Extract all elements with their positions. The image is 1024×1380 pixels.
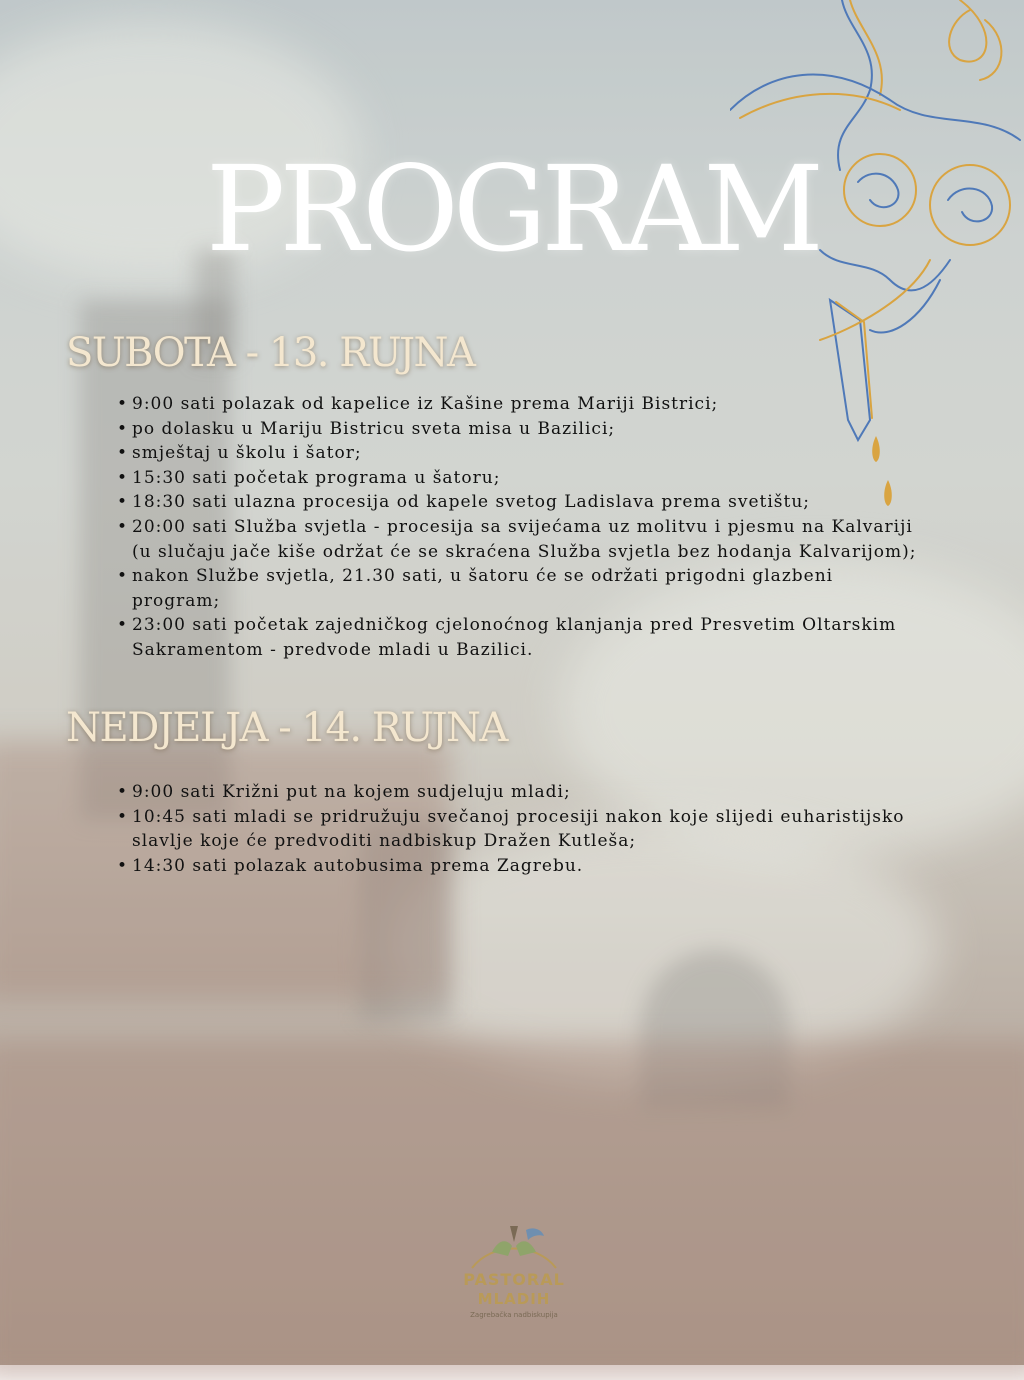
logo-line1: PASTORAL [463,1270,565,1289]
schedule-item: • 18:30 sati ulazna procesija od kapele svetog Ladislava prema svetištu; [132,490,922,515]
logo-line2: MLADIH [477,1290,551,1308]
schedule-item: • smještaj u školu i šator; [132,441,922,466]
saturday-schedule [132,392,922,663]
schedule-item: • 20:00 sati Služba svjetla - procesija sa svijećama uz molitvu i pjesmu na Kalvariji (u slučaju jače kiše održat će se skraćena Služba svjetla bez hodanja Kalvarijom); [132,515,922,564]
saturday-heading: SUBOTA - 13. RUJNA [66,330,475,376]
hands-dove-icon [462,1222,566,1272]
schedule-item: • 10:45 sati mladi se pridružuju svečanoj procesiji nakon koje slijedi euharistijsko slavlje koje će predvoditi nadbiskup Dražen Kutleša; [132,805,922,854]
pastoral-mladih-logo [462,1222,566,1326]
page-title: PROGRAM [205,140,819,278]
schedule-item: • 9:00 sati polazak od kapelice iz Kašine prema Mariji Bistrici; [132,392,922,417]
sunday-heading: NEDJELJA - 14. RUJNA [66,705,507,751]
schedule-item: • po dolasku u Mariju Bistricu sveta misa u Bazilici; [132,417,922,442]
schedule-item: • 14:30 sati polazak autobusima prema Zagrebu. [132,854,922,879]
schedule-item: • 23:00 sati početak zajedničkog cjelonoćnog klanjanja pred Presvetim Oltarskim Sakramentom - predvode mladi u Bazilici. [132,613,922,662]
schedule-item: • 15:30 sati početak programa u šatoru; [132,466,922,491]
schedule-item: • nakon Službe svjetla, 21.30 sati, u šatoru će se održati prigodni glazbeni program; [132,564,922,613]
logo-line3: Zagrebačka nadbiskupija [470,1311,558,1319]
sunday-schedule [132,780,922,878]
schedule-item: • 9:00 sati Križni put na kojem sudjeluju mladi; [132,780,922,805]
